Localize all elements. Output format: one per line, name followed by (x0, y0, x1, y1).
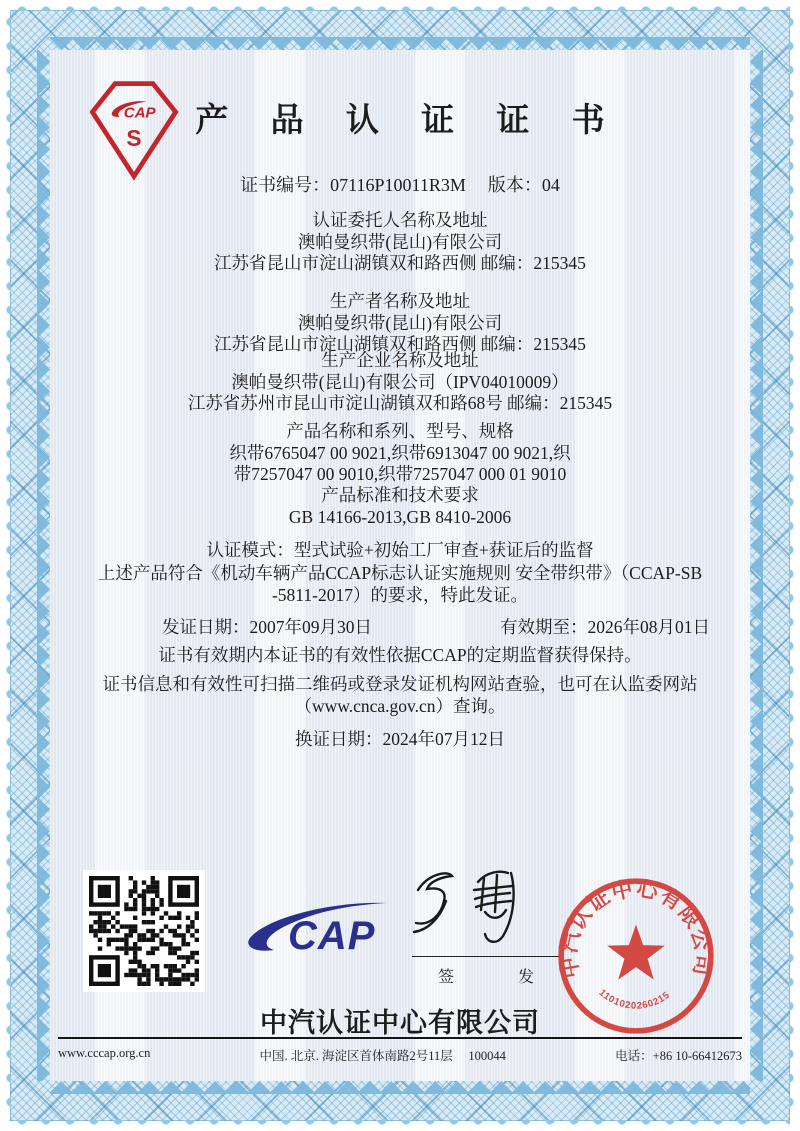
border-teeth-bottom (50, 1081, 750, 1094)
certification-mode: 认证模式：型式试验+初始工厂审查+获证后的监督 (206, 540, 594, 560)
factory-heading: 生产企业名称及地址 (321, 350, 479, 370)
factory-name: 澳帕曼织带(昆山)有限公司（IPV04010009） (231, 371, 569, 392)
standard-section (50, 485, 750, 528)
svg-text:CAP: CAP (123, 104, 156, 122)
validity-note: 证书有效期内本证书的有效性依据CCAP的定期监督获得保持。 (158, 645, 642, 665)
product-models-line2: 带7257047 00 9010,织带7257047 000 01 9010 (233, 464, 567, 484)
certificate-title: 产 品 认 证 证 书 (195, 103, 622, 139)
verify-note-line2: （www.cnca.gov.cn）查询。 (294, 695, 506, 716)
border-scallop-right (789, 10, 797, 1121)
issue-date: 发证日期：2007年09月30日 (162, 617, 372, 637)
factory-section (50, 350, 750, 415)
verify-note-line1: 证书信息和有效性可扫描二维码或登录发证机构网站查验，也可在认监委网站 (102, 674, 698, 694)
border-scallop-bottom (10, 1120, 790, 1128)
border-scallop-left (3, 10, 11, 1121)
footer-address: 中国. 北京. 海淀区首体南路2号11层 100044 (259, 1049, 506, 1063)
border-teeth-right (750, 50, 763, 1081)
producer-name: 澳帕曼织带(昆山)有限公司 (297, 312, 503, 333)
conformity-line1: 上述产品符合《机动车辆产品CCAP标志认证实施规则 安全带织带》（CCAP-SB (97, 563, 703, 583)
producer-heading: 生产者名称及地址 (330, 291, 470, 311)
footer-phone: 电话：+86 10-66412673 (615, 1049, 742, 1063)
company-seal (550, 870, 722, 1042)
product-section (50, 421, 750, 486)
product-models-line1: 织带6765047 00 9021,织带6913047 00 9021,织 (229, 442, 571, 463)
producer-section (50, 291, 750, 356)
product-heading: 产品名称和系列、型号、规格 (286, 421, 514, 441)
footer-website: www.cccap.org.cn (58, 1046, 151, 1060)
qr-code (83, 870, 205, 992)
expiry-date: 有效期至：2026年08月01日 (500, 617, 710, 637)
svg-text:S: S (126, 125, 142, 152)
dates-row (162, 614, 710, 639)
certificate-body (50, 50, 750, 1081)
cert-number-value: 07116P10011R3M (330, 175, 466, 195)
verify-note (50, 674, 750, 717)
signature (402, 860, 560, 952)
applicant-address: 江苏省昆山市淀山湖镇双和路西侧 邮编：215345 (214, 253, 586, 273)
sign-issue-label: 签 发 (437, 969, 564, 986)
producer-address: 江苏省昆山市淀山湖镇双和路西侧 邮编：215345 (214, 334, 586, 354)
cert-version-label: 版本： (487, 175, 542, 195)
cert-version-value: 04 (541, 175, 560, 195)
applicant-name: 澳帕曼织带(昆山)有限公司 (297, 231, 503, 252)
svg-text:中汽认证中心有限公司: 中汽认证中心有限公司 (556, 876, 716, 981)
certificate-number-line (50, 171, 750, 197)
cert-number-label: 证书编号： (240, 175, 331, 195)
renewal-date-line: 换证日期：2024年07月12日 (295, 729, 505, 749)
applicant-heading: 认证委托人名称及地址 (312, 210, 488, 230)
standard-heading: 产品标准和技术要求 (321, 485, 479, 505)
ccap-logo (236, 896, 406, 958)
svg-text:1101020260215: 1101020260215 (596, 987, 673, 1012)
border-teeth-left (37, 50, 50, 1081)
conformity-statement (50, 563, 750, 606)
border-teeth-top (50, 37, 750, 50)
footer-row (58, 1046, 742, 1064)
conformity-line2: -5811-2017）的要求，特此发证。 (271, 584, 528, 605)
issuer-company-name: 中汽认证中心有限公司 (260, 1008, 540, 1038)
applicant-section (50, 210, 750, 275)
standard-value: GB 14166-2013,GB 8410-2006 (288, 506, 512, 527)
factory-address: 江苏省苏州市昆山市淀山湖镇双和路68号 邮编：215345 (187, 393, 613, 413)
signature-line (412, 956, 560, 957)
border-scallop-top (10, 3, 790, 11)
svg-text:CAP: CAP (288, 914, 376, 958)
